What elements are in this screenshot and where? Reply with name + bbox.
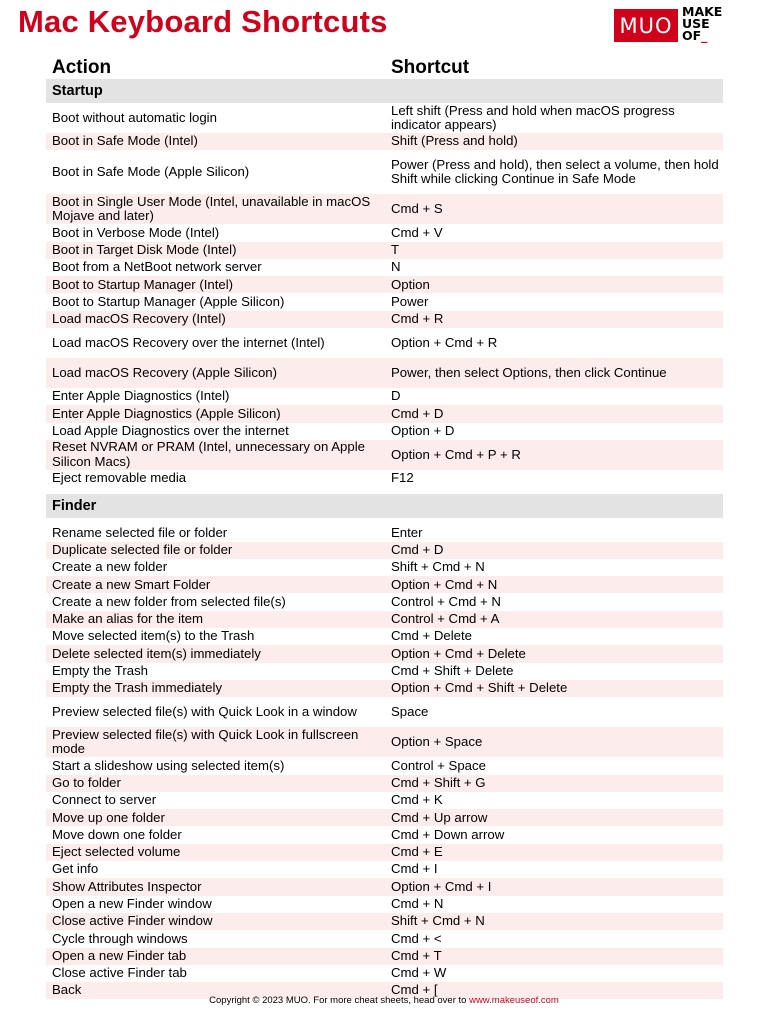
table-row [46,809,723,826]
table-body [46,79,723,999]
table-row [46,611,723,628]
action-cell: Empty the Trash immediately [52,680,223,696]
action-cell: Boot in Safe Mode (Apple Silicon) [52,164,250,180]
table-row [46,645,723,662]
table-row [46,913,723,930]
shortcut-cell: Cmd + I [391,861,438,877]
shortcut-cell: Option + Cmd + Delete [391,645,526,661]
shortcut-cell: Cmd + R [391,311,444,327]
shortcut-cell: Power, then select Options, then click Continue [391,364,667,380]
table-row [46,727,723,757]
shortcut-cell: Cmd + D [391,541,444,557]
action-cell: Move selected item(s) to the Trash [52,628,255,644]
table-row [46,524,723,541]
column-header-shortcut: Shortcut [391,57,470,78]
footer-text: Copyright © 2023 MUO. For more cheat sheets, head over to [209,995,470,1006]
table-row [46,423,723,440]
action-cell: Connect to server [52,792,157,808]
page-title: Mac Keyboard Shortcuts [18,4,388,39]
shortcut-cell: Control + Cmd + A [391,611,500,627]
shortcut-cell: Shift + Cmd + N [391,559,485,575]
action-cell: Load macOS Recovery over the internet (Intel) [52,334,325,350]
shortcut-cell: Cmd + E [391,844,443,860]
action-cell: Cycle through windows [52,930,188,946]
table-header [46,57,723,79]
logo-wordmark [682,6,722,42]
table-row [46,896,723,913]
shortcut-cell: D [391,388,401,404]
shortcut-cell: Option + D [391,423,455,439]
shortcut-cell: F12 [391,470,414,486]
table-row [46,194,723,224]
action-cell: Boot in Target Disk Mode (Intel) [52,241,237,257]
shortcut-cell: Option + Cmd + I [391,878,492,894]
shortcut-cell: Cmd + Shift + G [391,774,486,790]
action-cell: Boot in Single User Mode (Intel, unavailable in macOS Mojave and later) [52,193,371,224]
logo-line: USE [682,16,710,31]
shortcut-cell: Option + Cmd + P + R [391,446,521,462]
shortcut-cell: T [391,241,400,257]
shortcut-cell: Control + Space [391,757,486,773]
shortcut-cell: Cmd + [ [391,982,438,998]
shortcut-cell: Cmd + Shift + Delete [391,663,514,679]
column-header-action: Action [52,57,112,78]
table-row [46,405,723,422]
action-cell: Boot to Startup Manager (Apple Silicon) [52,293,285,309]
action-cell: Go to folder [52,774,121,790]
table-row [46,559,723,576]
action-cell: Move down one folder [52,826,182,842]
section-header: Finder [46,494,723,518]
table-row [46,826,723,843]
shortcut-cell: Power (Press and hold), then select a volume, then hold Shift while clicking Continue in Safe Mode [391,156,719,187]
action-cell: Enter Apple Diagnostics (Apple Silicon) [52,405,281,421]
shortcut-cell: Cmd + D [391,405,444,421]
shortcut-cell: Control + Cmd + N [391,593,501,609]
action-cell: Delete selected item(s) immediately [52,645,261,661]
action-cell: Create a new Smart Folder [52,576,211,592]
table-row [46,680,723,697]
table-row [46,358,723,388]
shortcut-cell: Option + Cmd + N [391,576,498,592]
shortcut-cell: Power [391,293,429,309]
table-row [46,542,723,559]
action-cell: Boot from a NetBoot network server [52,259,262,275]
table-row [46,311,723,328]
table-row [46,663,723,680]
section-rows [46,524,723,999]
shortcut-cell: Cmd + N [391,896,444,911]
shortcut-cell: Option + Cmd + R [391,334,498,350]
shortcut-cell: Option [391,276,430,292]
action-cell: Back [52,982,82,998]
table-row [46,276,723,293]
action-cell: Open a new Finder window [52,896,212,911]
table-row [46,224,723,241]
table-row [46,628,723,645]
logo-line: MAKE [682,4,723,19]
action-cell: Start a slideshow using selected item(s) [52,757,285,773]
table-row [46,775,723,792]
action-cell: Boot to Startup Manager (Intel) [52,276,234,292]
shortcut-cell: Cmd + Up arrow [391,809,488,825]
action-cell: Make an alias for the item [52,611,203,627]
table-row [46,792,723,809]
table-row [46,593,723,610]
table-row [46,878,723,895]
action-cell: Load macOS Recovery (Apple Silicon) [52,364,278,380]
shortcut-cell: N [391,259,401,275]
shortcut-cell: Option + Cmd + Shift + Delete [391,680,568,696]
shortcut-cell: Shift (Press and hold) [391,133,518,149]
shortcut-cell: Cmd + K [391,792,443,808]
action-cell: Load Apple Diagnostics over the internet [52,423,289,439]
shortcut-cell: Cmd + S [391,201,443,217]
action-cell: Boot in Safe Mode (Intel) [52,133,198,149]
table-row [46,861,723,878]
table-row [46,103,723,133]
action-cell: Boot without automatic login [52,109,217,125]
table-row [46,242,723,259]
logo-box: MUO [614,9,678,42]
action-cell: Preview selected file(s) with Quick Look in fullscreen mode [52,726,359,757]
action-cell: Load macOS Recovery (Intel) [52,311,226,327]
table-row [46,259,723,276]
action-cell: Create a new folder from selected file(s) [52,593,286,609]
action-cell: Open a new Finder tab [52,947,187,963]
footer-link[interactable]: www.makeuseof.com [469,995,559,1006]
action-cell: Reset NVRAM or PRAM (Intel, unnecessary on Apple Silicon Macs) [52,439,365,469]
action-cell: Get info [52,861,99,877]
shortcut-sheet [46,57,723,999]
table-row [46,440,723,470]
section-header: Startup [46,79,723,103]
table-row [46,470,723,487]
action-cell: Close active Finder window [52,913,213,929]
action-cell: Empty the Trash [52,663,149,679]
shortcut-cell: Cmd + V [391,224,443,240]
logo-underscore: _ [701,28,708,43]
muo-logo[interactable] [614,6,722,42]
table-row [46,948,723,965]
table-row [46,844,723,861]
action-cell: Eject selected volume [52,844,181,860]
action-cell: Eject removable media [52,470,187,486]
table-row [46,930,723,947]
table-row [46,965,723,982]
action-cell: Preview selected file(s) with Quick Look in a window [52,703,357,719]
action-cell: Show Attributes Inspector [52,878,202,894]
shortcut-cell: Enter [391,524,423,540]
action-cell: Close active Finder tab [52,965,187,981]
action-cell: Move up one folder [52,809,165,825]
shortcut-cell: Cmd + W [391,965,447,981]
section-gap [46,487,723,494]
section-rows [46,103,723,487]
shortcut-cell: Cmd + < [391,930,442,946]
shortcut-cell: Left shift (Press and hold when macOS progress indicator appears) [391,102,675,132]
shortcut-cell: Cmd + Down arrow [391,826,505,842]
table-row [46,133,723,150]
action-cell: Duplicate selected file or folder [52,541,233,557]
table-row [46,150,723,194]
action-cell: Rename selected file or folder [52,524,228,540]
logo-line: OF [682,28,702,43]
shortcut-cell: Option + Space [391,733,483,749]
table-row [46,576,723,593]
shortcut-cell: Space [391,703,429,719]
table-row [46,328,723,358]
action-cell: Enter Apple Diagnostics (Intel) [52,388,230,404]
shortcut-cell: Shift + Cmd + N [391,913,485,929]
action-cell: Create a new folder [52,559,168,575]
shortcut-cell: Cmd + Delete [391,628,472,644]
table-row [46,697,723,727]
footer [0,995,768,1006]
table-row [46,757,723,774]
table-row [46,293,723,310]
shortcut-cell: Cmd + T [391,947,442,963]
action-cell: Boot in Verbose Mode (Intel) [52,224,220,240]
table-row [46,388,723,405]
